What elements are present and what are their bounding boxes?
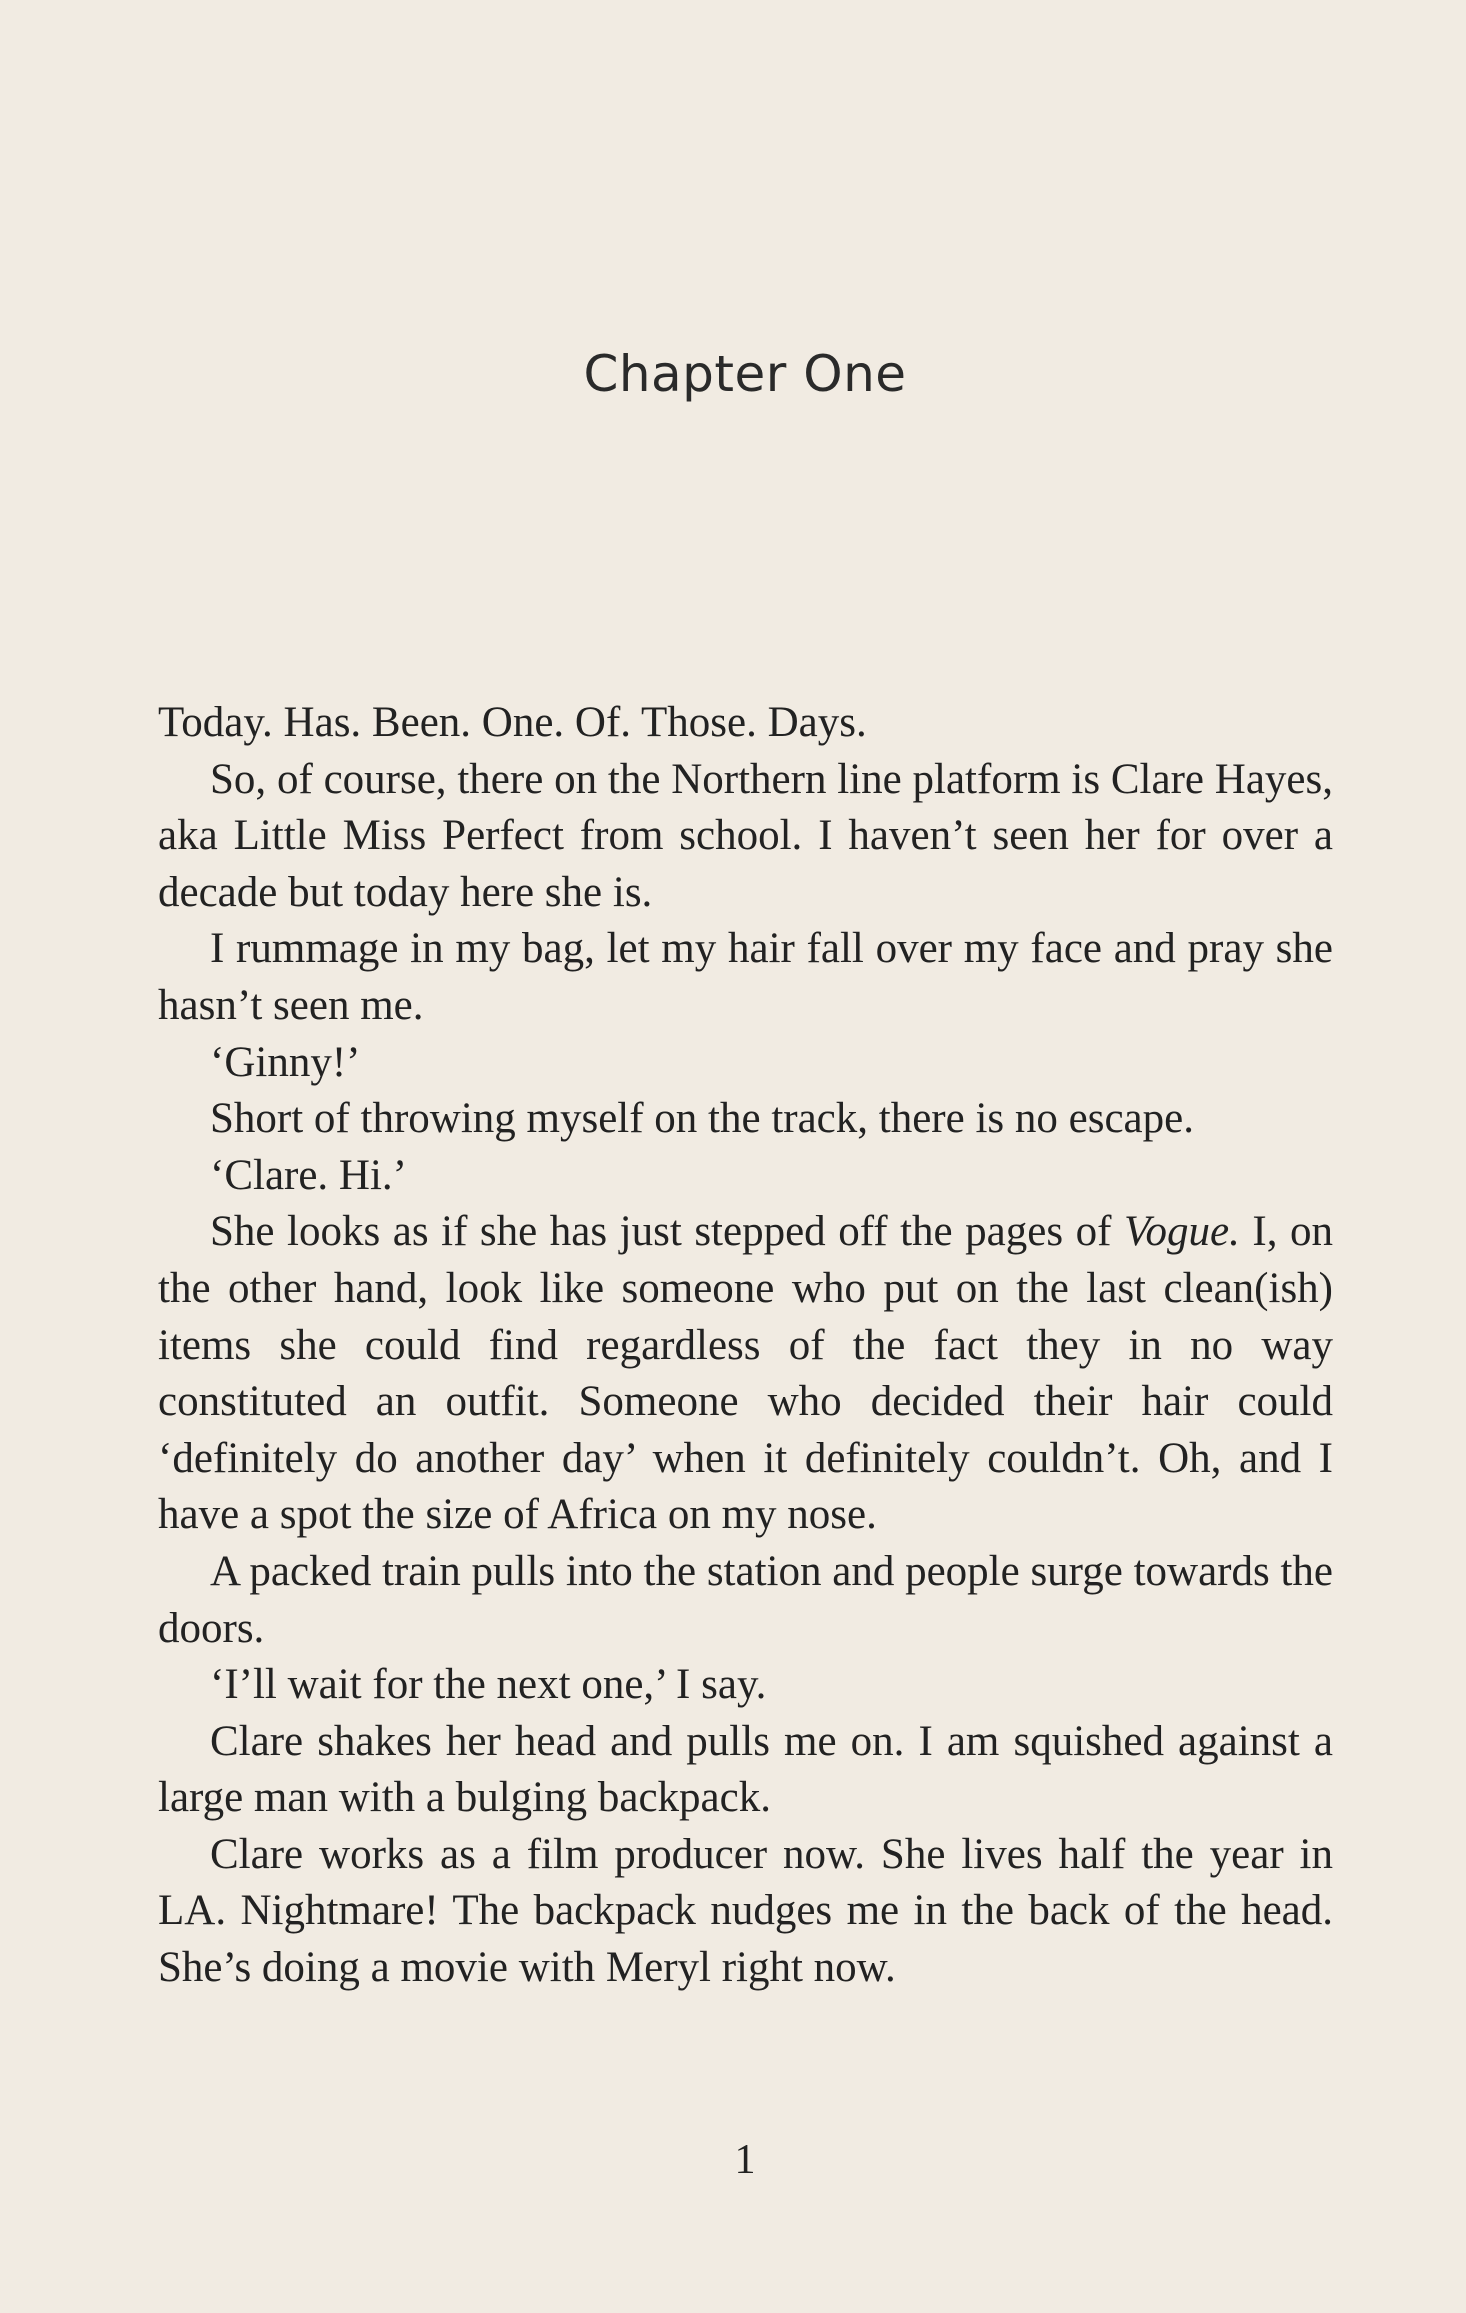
paragraph-text: I, on the other hand, look like someone who put on the last clean(ish) items she could find regardless of the fact they in no way constituted an outfit. Someone who decided their hair could ‘definitely do another day’ when it definitely couldn’t. Oh, and I have a spot the size of Africa on my nose. bbox=[158, 1208, 1333, 1539]
paragraph: Short of throwing myself on the track, there is no escape. bbox=[210, 1095, 1194, 1143]
page-number: 1 bbox=[734, 2137, 756, 2183]
paragraph: ‘I’ll wait for the next one,’ I say. bbox=[210, 1661, 767, 1709]
magazine-title: Vogue. bbox=[1123, 1208, 1240, 1256]
body-text bbox=[158, 695, 1333, 1997]
paragraph-text: She looks as if she has just stepped off the pages of bbox=[210, 1208, 1124, 1256]
paragraph: I rummage in my bag, let my hair fall over my face and pray she hasn’t seen me. bbox=[158, 925, 1333, 1029]
paragraph: Clare works as a film producer now. She lives half the year in LA. Nightmare! The backpack nudges me in the back of the head. She’s doing a movie with Meryl right now. bbox=[158, 1830, 1333, 1992]
paragraph bbox=[158, 1204, 1333, 1544]
chapter-title: Chapter One bbox=[583, 345, 907, 403]
paragraph: ‘Clare. Hi.’ bbox=[210, 1151, 408, 1199]
paragraph: A packed train pulls into the station and people surge towards the doors. bbox=[158, 1547, 1333, 1652]
paragraph: So, of course, there on the Northern line platform is Clare Hayes, aka Little Miss Perfect from school. I haven’t seen her for over a decade but today here she is. bbox=[158, 755, 1333, 916]
paragraph: Clare shakes her head and pulls me on. I am squished against a large man with a bulging backpack. bbox=[158, 1717, 1333, 1822]
paragraph: Today. Has. Been. One. Of. Those. Days. bbox=[158, 699, 867, 746]
paragraph: ‘Ginny!’ bbox=[210, 1038, 361, 1086]
